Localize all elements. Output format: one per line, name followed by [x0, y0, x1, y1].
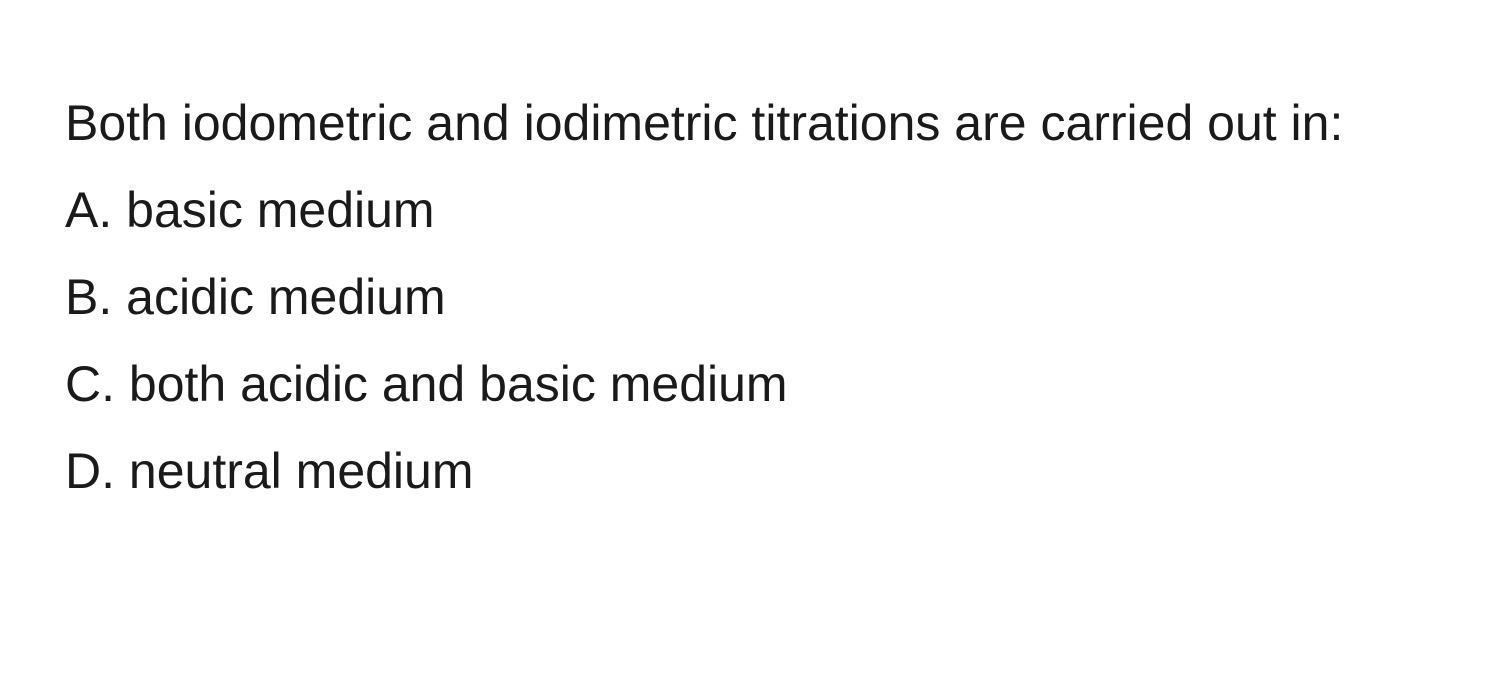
option-d: D. neutral medium [65, 443, 474, 499]
question-text: Both iodometric and iodimetric titrations are carried out in: [65, 95, 1344, 151]
option-c: C. both acidic and basic medium [65, 356, 788, 412]
option-a: A. basic medium [65, 182, 435, 238]
question-block [65, 80, 1445, 515]
option-b: B. acidic medium [65, 269, 446, 325]
